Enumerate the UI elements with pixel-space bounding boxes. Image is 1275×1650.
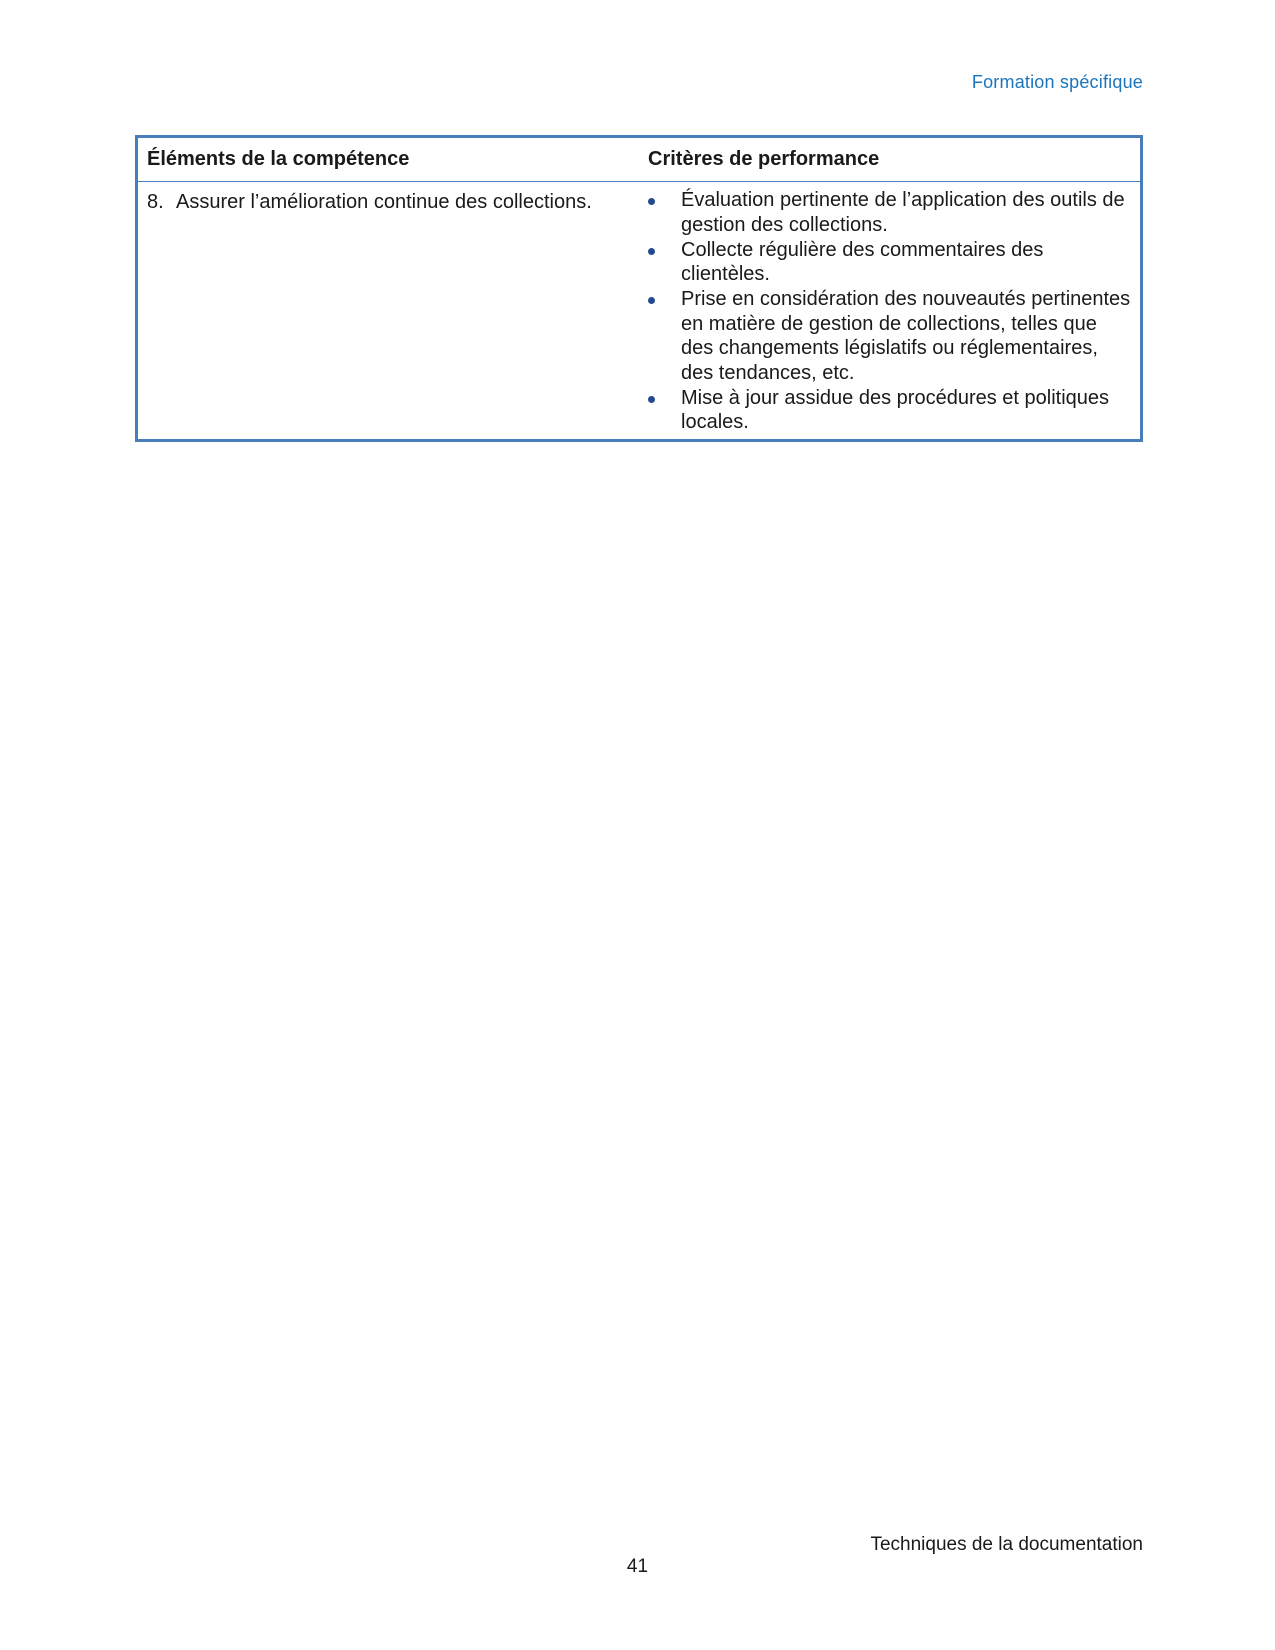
column-header-elements: Éléments de la compétence [147,148,410,170]
element-cell [138,182,638,439]
criteria-text: Évaluation pertinente de l’application des outils de gestion des collections. [681,189,1125,236]
bullet-icon [648,248,655,255]
criteria-text: Mise à jour assidue des procédures et politiques locales. [681,386,1110,433]
criteria-cell [638,182,1140,439]
bullet-icon [648,198,655,205]
column-header-criteria: Critères de performance [648,148,880,170]
table-row [138,182,1140,439]
criteria-item [638,188,1132,237]
page-number: 41 [626,1556,649,1577]
table-header-row [138,138,1140,182]
footer-title: Techniques de la documentation [870,1534,1143,1555]
criteria-item [638,287,1132,385]
section-header: Formation spécifique [971,72,1143,92]
criteria-item [638,238,1132,287]
element-number: 8. [147,191,164,213]
criteria-list [638,188,1132,435]
criteria-text: Prise en considération des nouveautés pertinentes en matière de gestion de collections, telles que des changements législatifs ou réglementaires, des tendances, etc. [681,288,1131,384]
bullet-icon [648,396,655,403]
criteria-text: Collecte régulière des commentaires des clientèles. [681,238,1044,285]
element-text: Assurer l’amélioration continue des collections. [176,191,592,213]
competence-table [135,135,1143,442]
bullet-icon [648,297,655,304]
criteria-item [638,386,1132,435]
